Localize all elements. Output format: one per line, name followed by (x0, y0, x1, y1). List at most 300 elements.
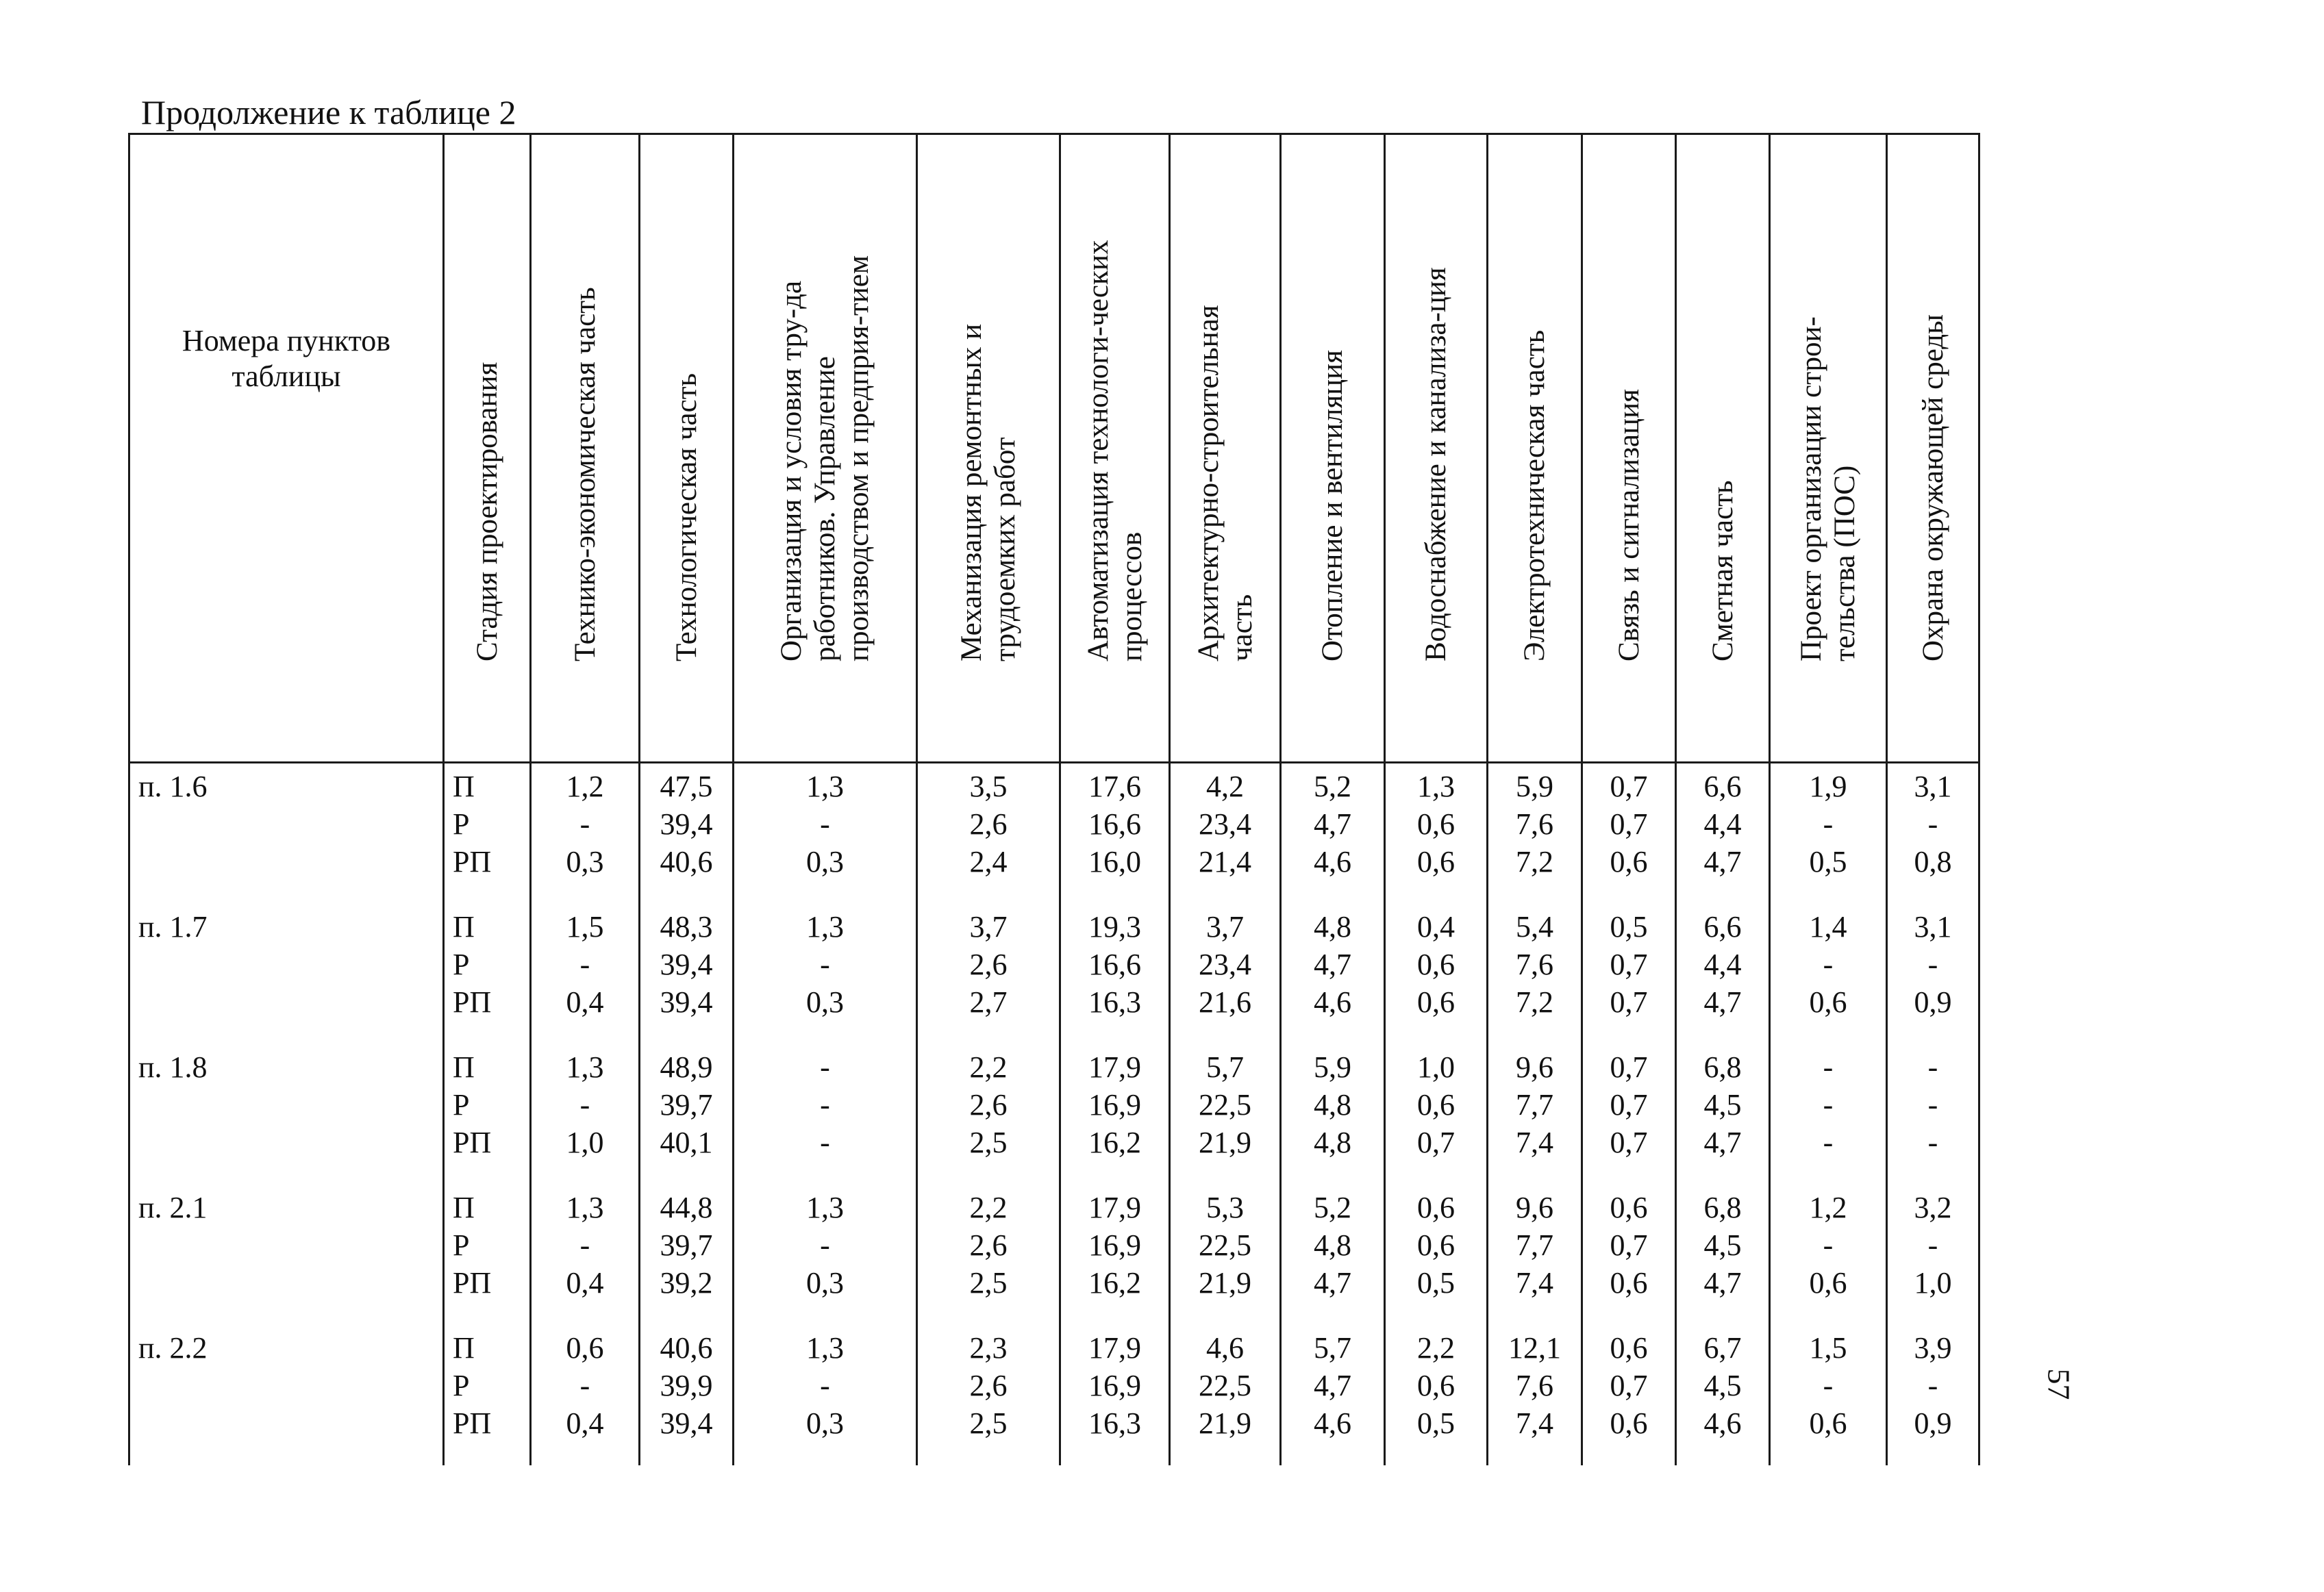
value-cell (640, 1185, 734, 1325)
cell-value: 16,9 (1088, 1088, 1141, 1122)
table-row (129, 1325, 1979, 1465)
cell-value: - (1823, 1126, 1834, 1159)
cell-value: 1,9 (1809, 770, 1847, 803)
cell-value: 3,1 (1914, 910, 1952, 944)
value-cell (640, 904, 734, 1044)
cell-value: 0,3 (806, 845, 844, 879)
cell-value: 1,4 (1809, 910, 1847, 944)
value-cell (1281, 1185, 1385, 1325)
value-cell (531, 904, 640, 1044)
cell-value: 3,5 (969, 770, 1008, 803)
cell-value: 3,7 (1206, 910, 1244, 944)
value-cell (1582, 904, 1676, 1044)
cell-value: 4,7 (1314, 1266, 1351, 1300)
value-cell (1385, 1185, 1488, 1325)
cell-value: 1,3 (806, 1191, 844, 1224)
cell-value: 1,3 (806, 910, 844, 944)
cell-value: 16,6 (1088, 807, 1141, 841)
value-cell (1770, 1185, 1887, 1325)
value-cell (1488, 1185, 1582, 1325)
item-number-cell: п. 1.7 (129, 904, 444, 1044)
value-cell (640, 1325, 734, 1465)
value-cell (1385, 763, 1488, 905)
cell-value: 16,9 (1088, 1369, 1141, 1402)
cell-value: 16,3 (1088, 985, 1141, 1019)
value-cell (1170, 904, 1281, 1044)
cell-value: - (820, 807, 830, 841)
cell-value: 7,6 (1516, 948, 1553, 981)
value-cell (531, 763, 640, 905)
cell-value: 1,0 (566, 1126, 604, 1159)
header-col: Архитектурно-строительная часть (1170, 134, 1281, 763)
cell-value: 16,2 (1088, 1266, 1141, 1300)
header-col: Автоматизация технологи-ческих процессов (1060, 134, 1170, 763)
cell-value: 39,4 (660, 985, 713, 1019)
cell-value: 2,4 (969, 845, 1008, 879)
cell-value: 2,2 (969, 1050, 1008, 1084)
value-cell (1582, 1044, 1676, 1185)
cell-value: 7,6 (1516, 807, 1553, 841)
item-number-cell: п. 1.8 (129, 1044, 444, 1185)
cell-value: - (1823, 807, 1834, 841)
cell-value: 7,7 (1516, 1088, 1553, 1122)
cell-value: - (579, 1088, 590, 1122)
cell-value: 48,9 (660, 1050, 713, 1084)
header-col: Организация и условия тру-да работников. Управление производством и предприя-тием (734, 134, 917, 763)
cell-value: 0,4 (566, 1266, 604, 1300)
value-cell (1770, 904, 1887, 1044)
cell-value: 39,4 (660, 1406, 713, 1440)
value-cell (917, 904, 1060, 1044)
cell-value: 2,6 (969, 948, 1008, 981)
cell-value: 0,7 (1610, 1088, 1648, 1122)
cell-value: 6,8 (1703, 1050, 1742, 1084)
cell-value: 3,7 (969, 910, 1008, 944)
cell-value: 0,5 (1417, 1406, 1455, 1440)
stage-label: Р (453, 948, 470, 981)
stage-cell (444, 1185, 531, 1325)
cell-value: 39,4 (660, 948, 713, 981)
cell-value: 40,1 (660, 1126, 713, 1159)
value-cell (734, 763, 917, 905)
cell-value: 2,5 (969, 1406, 1008, 1440)
value-cell (1887, 1044, 1979, 1185)
cell-value: 0,5 (1809, 845, 1847, 879)
cell-value: - (1823, 948, 1834, 981)
value-cell (1770, 1325, 1887, 1465)
cell-value: 0,6 (1610, 845, 1648, 879)
cell-value: 0,4 (566, 985, 604, 1019)
header-col: Стадия проектирования (444, 134, 531, 763)
cell-value: 3,2 (1914, 1191, 1952, 1224)
cell-value: 1,5 (1809, 1331, 1847, 1365)
cell-value: 16,9 (1088, 1228, 1141, 1262)
value-cell (1170, 1044, 1281, 1185)
value-cell (734, 904, 917, 1044)
value-cell (1582, 763, 1676, 905)
cell-value: 21,9 (1199, 1126, 1251, 1159)
cell-value: 0,7 (1610, 1369, 1648, 1402)
value-cell (1060, 1325, 1170, 1465)
value-cell (1060, 1185, 1170, 1325)
cell-value: 21,6 (1199, 985, 1251, 1019)
value-cell (1676, 1185, 1770, 1325)
cell-value: 17,6 (1088, 770, 1141, 803)
cell-value: - (820, 1228, 830, 1262)
stage-label: П (453, 1331, 475, 1365)
cell-value: 0,6 (1809, 1406, 1847, 1440)
cell-value: 0,5 (1610, 910, 1648, 944)
cell-value: - (579, 1369, 590, 1402)
cell-value: 4,7 (1703, 1266, 1742, 1300)
stage-label: Р (453, 1228, 470, 1262)
cell-value: - (1927, 1088, 1938, 1122)
cell-value: 0,6 (1610, 1191, 1648, 1224)
value-cell (1676, 1325, 1770, 1465)
cell-value: 7,4 (1516, 1406, 1553, 1440)
cell-value: 40,6 (660, 845, 713, 879)
cell-value: 2,6 (969, 807, 1008, 841)
cell-value: 4,7 (1314, 807, 1351, 841)
cell-value: 39,9 (660, 1369, 713, 1402)
value-cell (1488, 1044, 1582, 1185)
cell-value: 2,5 (969, 1266, 1008, 1300)
cell-value: 0,6 (1417, 845, 1455, 879)
cell-value: 22,5 (1199, 1228, 1251, 1262)
cell-value: 1,3 (806, 1331, 844, 1365)
cell-value: 19,3 (1088, 910, 1141, 944)
stage-label: Р (453, 807, 470, 841)
cell-value: - (1927, 1369, 1938, 1402)
cell-value: - (1823, 1050, 1834, 1084)
stage-cell (444, 763, 531, 905)
cell-value: 5,9 (1516, 770, 1553, 803)
value-cell (1887, 904, 1979, 1044)
value-cell (1281, 904, 1385, 1044)
value-cell (1488, 904, 1582, 1044)
cell-value: 39,2 (660, 1266, 713, 1300)
header-row (129, 134, 1979, 763)
cell-value: 16,0 (1088, 845, 1141, 879)
value-cell (1770, 1044, 1887, 1185)
value-cell (734, 1185, 917, 1325)
cell-value: - (820, 1126, 830, 1159)
cell-value: 0,6 (1417, 948, 1455, 981)
cell-value: 4,6 (1703, 1406, 1742, 1440)
header-col: Сметная часть (1676, 134, 1770, 763)
stage-cell (444, 1044, 531, 1185)
cell-value: 4,5 (1703, 1228, 1742, 1262)
cell-value: 7,6 (1516, 1369, 1553, 1402)
cell-value: 16,3 (1088, 1406, 1141, 1440)
item-number-cell: п. 2.2 (129, 1325, 444, 1465)
cell-value: - (820, 1050, 830, 1084)
cell-value: 4,8 (1314, 1126, 1351, 1159)
cell-value: 0,6 (1417, 1228, 1455, 1262)
item-number-cell: п. 1.6 (129, 763, 444, 905)
cell-value: 22,5 (1199, 1088, 1251, 1122)
cell-value: 1,3 (566, 1191, 604, 1224)
cell-value: 39,4 (660, 807, 713, 841)
stage-label: П (453, 770, 475, 803)
cell-value: - (1927, 1228, 1938, 1262)
cell-value: 9,6 (1516, 1050, 1553, 1084)
cell-value: 0,7 (1610, 1228, 1648, 1262)
cell-value: 0,8 (1914, 845, 1952, 879)
cell-value: 0,7 (1610, 1126, 1648, 1159)
table-body (129, 763, 1979, 1466)
value-cell (1385, 1325, 1488, 1465)
value-cell (1676, 904, 1770, 1044)
cell-value: - (820, 1369, 830, 1402)
cell-value: 48,3 (660, 910, 713, 944)
cell-value: 0,6 (1417, 1191, 1455, 1224)
cell-value: 0,3 (806, 1266, 844, 1300)
cell-value: 6,6 (1703, 910, 1742, 944)
value-cell (917, 763, 1060, 905)
cell-value: 5,7 (1314, 1331, 1351, 1365)
cell-value: 4,8 (1314, 1228, 1351, 1262)
cell-value: 2,6 (969, 1228, 1008, 1262)
header-col: Отопление и вентиляция (1281, 134, 1385, 763)
cell-value: 7,7 (1516, 1228, 1553, 1262)
stage-label: П (453, 1191, 475, 1224)
cell-value: - (1823, 1369, 1834, 1402)
cell-value: 7,2 (1516, 985, 1553, 1019)
stage-label: РП (453, 1406, 492, 1440)
cell-value: 0,3 (566, 845, 604, 879)
cell-value: - (1823, 1228, 1834, 1262)
cell-value: 47,5 (660, 770, 713, 803)
value-cell (1281, 763, 1385, 905)
cell-value: 0,7 (1417, 1126, 1455, 1159)
cell-value: 4,2 (1206, 770, 1244, 803)
cell-value: 0,6 (1610, 1266, 1648, 1300)
stage-label: Р (453, 1369, 470, 1402)
value-cell (1170, 763, 1281, 905)
header-col: Охрана окружающей среды (1887, 134, 1979, 763)
cell-value: 4,4 (1703, 807, 1742, 841)
cell-value: 4,6 (1314, 985, 1351, 1019)
value-cell (917, 1044, 1060, 1185)
cell-value: 1,2 (566, 770, 604, 803)
cell-value: - (1927, 948, 1938, 981)
cell-value: 4,8 (1314, 910, 1351, 944)
cell-value: 0,7 (1610, 770, 1648, 803)
value-cell (1170, 1185, 1281, 1325)
header-col: Механизация ремонтных и трудоемких работ (917, 134, 1060, 763)
value-cell (734, 1325, 917, 1465)
cell-value: 0,4 (566, 1406, 604, 1440)
value-cell (1385, 1044, 1488, 1185)
table-row (129, 1185, 1979, 1325)
page-number: 57 (2041, 1368, 2077, 1400)
cell-value: 17,9 (1088, 1331, 1141, 1365)
cell-value: 0,6 (1610, 1406, 1648, 1440)
stage-label: П (453, 910, 475, 944)
item-number-cell: п. 2.1 (129, 1185, 444, 1325)
cell-value: 3,1 (1914, 770, 1952, 803)
table-row (129, 904, 1979, 1044)
value-cell (917, 1325, 1060, 1465)
cell-value: 2,6 (969, 1369, 1008, 1402)
cell-value: 23,4 (1199, 807, 1251, 841)
cell-value: 39,7 (660, 1088, 713, 1122)
value-cell (1887, 1185, 1979, 1325)
cell-value: 2,6 (969, 1088, 1008, 1122)
stage-cell (444, 904, 531, 1044)
table-caption: Продолжение к таблице 2 (141, 93, 516, 131)
cell-value: 4,6 (1314, 1406, 1351, 1440)
cell-value: - (579, 948, 590, 981)
value-cell (531, 1185, 640, 1325)
cell-value: 7,4 (1516, 1126, 1553, 1159)
value-cell (531, 1044, 640, 1185)
header-col: Технико-экономическая часть (531, 134, 640, 763)
value-cell (531, 1325, 640, 1465)
value-cell (640, 763, 734, 905)
cell-value: 0,6 (1417, 1088, 1455, 1122)
value-cell (1060, 763, 1170, 905)
cell-value: 1,2 (1809, 1191, 1847, 1224)
value-cell (1281, 1325, 1385, 1465)
cell-value: 0,6 (1417, 1369, 1455, 1402)
cell-value: 44,8 (660, 1191, 713, 1224)
value-cell (1060, 904, 1170, 1044)
cell-value: 2,2 (969, 1191, 1008, 1224)
cell-value: 4,6 (1206, 1331, 1244, 1365)
stage-label: РП (453, 1266, 492, 1300)
value-cell (1887, 763, 1979, 905)
cell-value: 4,8 (1314, 1088, 1351, 1122)
header-col: Связь и сигнализация (1582, 134, 1676, 763)
cell-value: 0,7 (1610, 948, 1648, 981)
cell-value: 1,3 (566, 1050, 604, 1084)
cell-value: 4,7 (1314, 948, 1351, 981)
cell-value: 3,9 (1914, 1331, 1952, 1365)
cell-value: 0,6 (1809, 1266, 1847, 1300)
cell-value: - (820, 948, 830, 981)
cell-value: 1,3 (806, 770, 844, 803)
cell-value: - (1927, 1126, 1938, 1159)
cell-value: 16,6 (1088, 948, 1141, 981)
table-row (129, 1044, 1979, 1185)
table-row (129, 763, 1979, 905)
cell-value: 0,3 (806, 1406, 844, 1440)
stage-label: П (453, 1050, 475, 1084)
stage-label: РП (453, 845, 492, 879)
header-col: Электротехническая часть (1488, 134, 1582, 763)
cell-value: 4,5 (1703, 1369, 1742, 1402)
cell-value: 0,6 (1610, 1331, 1648, 1365)
cell-value: 1,0 (1914, 1266, 1952, 1300)
cell-value: 5,3 (1206, 1191, 1244, 1224)
cell-value: - (1927, 1050, 1938, 1084)
value-cell (1770, 763, 1887, 905)
value-cell (734, 1044, 917, 1185)
stage-cell (444, 1325, 531, 1465)
value-cell (1582, 1325, 1676, 1465)
cell-value: 6,6 (1703, 770, 1742, 803)
cell-value: - (1927, 807, 1938, 841)
cell-value: 0,5 (1417, 1266, 1455, 1300)
value-cell (1887, 1325, 1979, 1465)
value-cell (1060, 1044, 1170, 1185)
cell-value: 0,6 (1809, 985, 1847, 1019)
cell-value: 16,2 (1088, 1126, 1141, 1159)
value-cell (1281, 1044, 1385, 1185)
cell-value: 2,7 (969, 985, 1008, 1019)
cell-value: 40,6 (660, 1331, 713, 1365)
stage-label: РП (453, 1126, 492, 1159)
cell-value: 0,9 (1914, 985, 1952, 1019)
cell-value: 4,7 (1314, 1369, 1351, 1402)
cell-value: 4,7 (1703, 985, 1742, 1019)
cell-value: 2,2 (1417, 1331, 1455, 1365)
cell-value: 0,6 (1417, 985, 1455, 1019)
cell-value: 6,8 (1703, 1191, 1742, 1224)
value-cell (1385, 904, 1488, 1044)
cell-value: 6,7 (1703, 1331, 1742, 1365)
cell-value: 1,5 (566, 910, 604, 944)
cell-value: 4,5 (1703, 1088, 1742, 1122)
cell-value: 5,9 (1314, 1050, 1351, 1084)
cell-value: 12,1 (1508, 1331, 1561, 1365)
cell-value: 22,5 (1199, 1369, 1251, 1402)
cell-value: 5,7 (1206, 1050, 1244, 1084)
cell-value: 2,5 (969, 1126, 1008, 1159)
header-col: Проект организации строи-тельства (ПОС) (1770, 134, 1887, 763)
value-cell (1676, 763, 1770, 905)
header-item-numbers: Номера пунктов таблицы (129, 134, 444, 763)
cell-value: 17,9 (1088, 1050, 1141, 1084)
cell-value: 5,2 (1314, 1191, 1351, 1224)
cell-value: 0,9 (1914, 1406, 1952, 1440)
cell-value: 17,9 (1088, 1191, 1141, 1224)
cell-value: 4,7 (1703, 1126, 1742, 1159)
value-cell (1676, 1044, 1770, 1185)
value-cell (1170, 1325, 1281, 1465)
cell-value: 4,4 (1703, 948, 1742, 981)
value-cell (640, 1044, 734, 1185)
cell-value: 23,4 (1199, 948, 1251, 981)
cell-value: 0,7 (1610, 985, 1648, 1019)
cell-value: 1,3 (1417, 770, 1455, 803)
cell-value: 1,0 (1417, 1050, 1455, 1084)
cell-value: 39,7 (660, 1228, 713, 1262)
cell-value: 7,2 (1516, 845, 1553, 879)
value-cell (1488, 763, 1582, 905)
cell-value: 4,6 (1314, 845, 1351, 879)
cell-value: 0,6 (566, 1331, 604, 1365)
stage-label: Р (453, 1088, 470, 1122)
header-col: Технологическая часть (640, 134, 734, 763)
cell-value: 21,9 (1199, 1406, 1251, 1440)
cell-value: - (1823, 1088, 1834, 1122)
cell-value: 9,6 (1516, 1191, 1553, 1224)
cell-value: 0,7 (1610, 1050, 1648, 1084)
cell-value: - (579, 1228, 590, 1262)
cell-value: 0,4 (1417, 910, 1455, 944)
header-col: Водоснабжение и канализа-ция (1385, 134, 1488, 763)
cell-value: 2,3 (969, 1331, 1008, 1365)
design-stage-table (128, 133, 1980, 1465)
value-cell (1488, 1325, 1582, 1465)
cell-value: - (579, 807, 590, 841)
cell-value: 5,4 (1516, 910, 1553, 944)
cell-value: 7,4 (1516, 1266, 1553, 1300)
cell-value: - (820, 1088, 830, 1122)
